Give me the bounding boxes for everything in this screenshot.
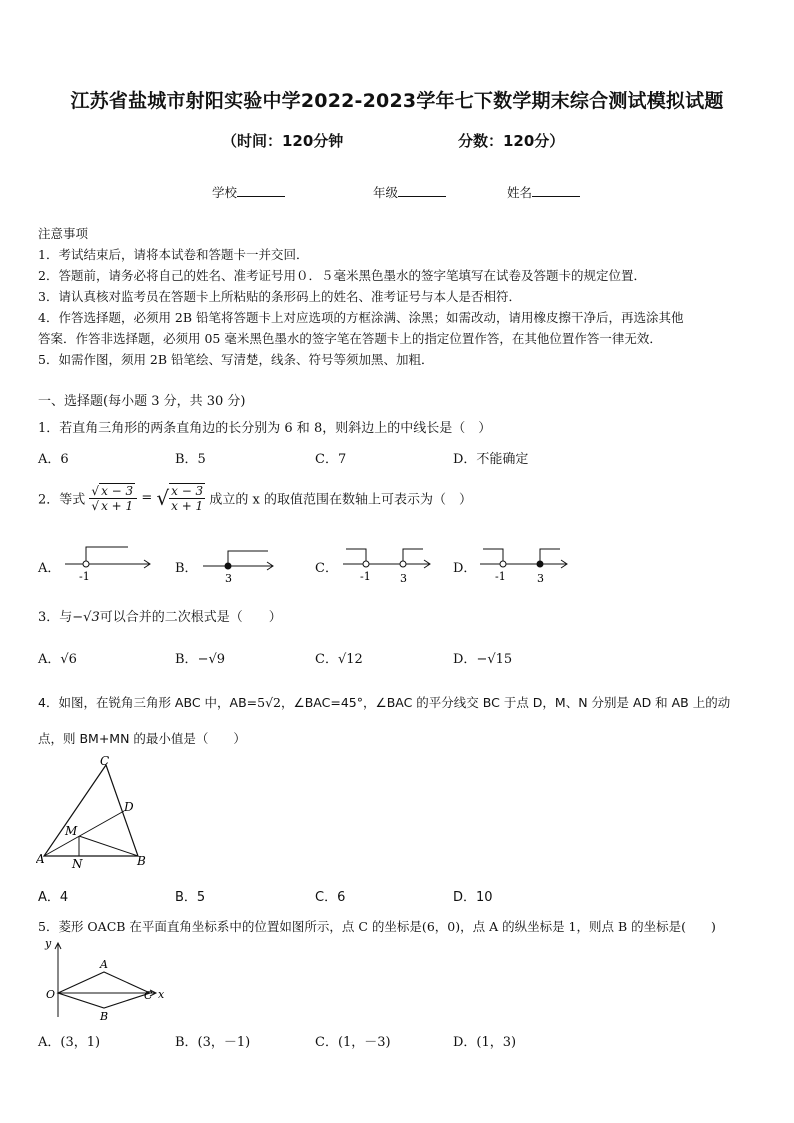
q1-option-d[interactable]: D．不能确定 (453, 452, 529, 467)
exam-score: 分数：120分） (458, 132, 565, 150)
svg-text:3: 3 (537, 572, 544, 585)
notice-item: 5．如需作图，须用 2B 铅笔绘、写清楚，线条、符号等须加黑、加粗． (38, 352, 434, 367)
q2-numberline-d (475, 540, 575, 585)
q5-stem: 5．菱形 OACB 在平面直角坐标系中的位置如图所示，点 C 的坐标是(6，0)，点 A 的纵坐标是 1，则点 B 的坐标是( ) (38, 919, 716, 934)
q4-option-a[interactable]: A．4 (38, 890, 69, 905)
svg-text:-1: -1 (495, 570, 506, 583)
svg-text:A: A (36, 852, 45, 866)
q3-option-c[interactable]: C．√12 (315, 652, 363, 667)
q2-numberline-a (60, 540, 160, 585)
svg-text:-1: -1 (360, 570, 371, 583)
q1-option-a[interactable]: A．6 (38, 452, 69, 467)
svg-text:C: C (144, 989, 153, 1002)
grade-label: 年级 (373, 185, 399, 200)
svg-text:M: M (65, 824, 78, 838)
notice-item: 2．答题前，请务必将自己的姓名、准考证号用０．５毫米黑色墨水的签字笔填写在试卷及答题卡的规定位置． (38, 268, 646, 283)
q2-option-b[interactable]: B． (175, 561, 198, 576)
q1-option-b[interactable]: B．5 (175, 452, 206, 467)
grade-field[interactable] (373, 183, 446, 201)
svg-text:y: y (45, 937, 52, 950)
name-label: 姓名 (507, 185, 533, 200)
q3-option-b[interactable]: B．−√9 (175, 652, 226, 667)
q4-option-c[interactable]: C．6 (315, 890, 346, 905)
svg-text:D: D (124, 800, 134, 814)
q5-option-b[interactable]: B．(3，－1) (175, 1035, 251, 1050)
q4-option-b[interactable]: B．5 (175, 890, 206, 905)
svg-text:-1: -1 (79, 570, 90, 583)
svg-text:B: B (137, 854, 146, 868)
q1-stem: 1．若直角三角形的两条直角边的长分别为 6 和 8，则斜边上的中线长是（ ） (38, 421, 492, 436)
q2-numberline-c (338, 540, 438, 585)
q4-stem-line2: 点，则 BM+MN 的最小值是（ ） (38, 731, 246, 746)
q2-numberline-b (198, 540, 283, 585)
q3-option-a[interactable]: A．√6 (38, 652, 77, 667)
q2-rhs-fraction: $\frac{x - 3}{x + 1}$ (171, 484, 204, 513)
svg-text:3: 3 (400, 572, 407, 585)
exam-time: （时间：120分钟 (222, 132, 344, 150)
q4-triangle-figure (36, 755, 156, 870)
notice-item: 3．请认真核对监考员在答题卡上所粘贴的条形码上的姓名、准考证号与本人是否相符． (38, 289, 521, 304)
q2-suffix: 成立的 x 的取值范围在数轴上可表示为（ ） (209, 492, 472, 508)
q5-option-c[interactable]: C．(1，－3) (315, 1035, 391, 1050)
q2-stem: 2．等式 $\frac{√ x - 3}{√ x + 1}$ = √ $\frac{x - 3}{x + 1}$ 成立的 x 的取值范围在数轴上可表示为（ ） (38, 483, 472, 513)
q2-lhs-fraction: $\frac{√ x - 3}{√ x + 1}$ (89, 484, 137, 513)
q3-expr: −√3 (72, 610, 100, 625)
school-field[interactable] (212, 183, 285, 201)
notice-item: 答案．作答非选择题，必须用 05 毫米黑色墨水的签字笔在答题卡上的指定位置作答，在其他位置作答一律无效． (38, 331, 662, 346)
svg-text:C: C (100, 755, 110, 768)
q4-stem-line1: 4．如图，在锐角三角形 ABC 中，AB=5√2，∠BAC=45°，∠BAC 的平分线交 BC 于点 D，M、N 分别是 AD 和 AB 上的动 (38, 695, 731, 710)
grade-blank[interactable] (398, 184, 446, 197)
svg-text:A: A (100, 958, 108, 971)
section-title: 一、选择题(每小题 3 分，共 30 分) (38, 394, 246, 409)
q2-option-d[interactable]: D． (453, 561, 477, 576)
q2-prefix: 2．等式 (38, 492, 86, 508)
school-blank[interactable] (237, 184, 285, 197)
q2-option-c[interactable]: C． (315, 561, 338, 576)
name-field[interactable] (507, 183, 580, 201)
q5-option-a[interactable]: A．(3，1) (38, 1035, 101, 1050)
notice-item: 4．作答选择题，必须用 2B 铅笔将答题卡上对应选项的方框涂满、涂黑；如需改动，请用橡皮擦干净后，再选涂其他 (38, 310, 684, 325)
svg-text:N: N (72, 857, 83, 870)
name-blank[interactable] (532, 184, 580, 197)
q5-rhombus-figure (36, 937, 171, 1022)
q1-option-c[interactable]: C．7 (315, 452, 347, 467)
q2-option-a[interactable]: A． (38, 561, 61, 576)
svg-text:O: O (46, 988, 56, 1001)
q3-stem: 3．与−√3可以合并的二次根式是（ ） (38, 610, 282, 625)
q5-option-d[interactable]: D．(1，3) (453, 1035, 517, 1050)
q4-option-d[interactable]: D．10 (453, 890, 493, 905)
q4-ab-value: 5√2 (257, 695, 282, 710)
notice-title: 注意事项 (38, 226, 89, 241)
school-label: 学校 (212, 185, 238, 200)
svg-text:x: x (158, 988, 165, 1001)
exam-title: 江苏省盐城市射阳实验中学2022-2023学年七下数学期末综合测试模拟试题 (70, 90, 724, 112)
svg-text:B: B (100, 1010, 109, 1022)
notice-item: 1．考试结束后，请将本试卷和答题卡一并交回． (38, 247, 309, 262)
svg-text:3: 3 (225, 572, 232, 585)
q3-option-d[interactable]: D．−√15 (453, 652, 513, 667)
